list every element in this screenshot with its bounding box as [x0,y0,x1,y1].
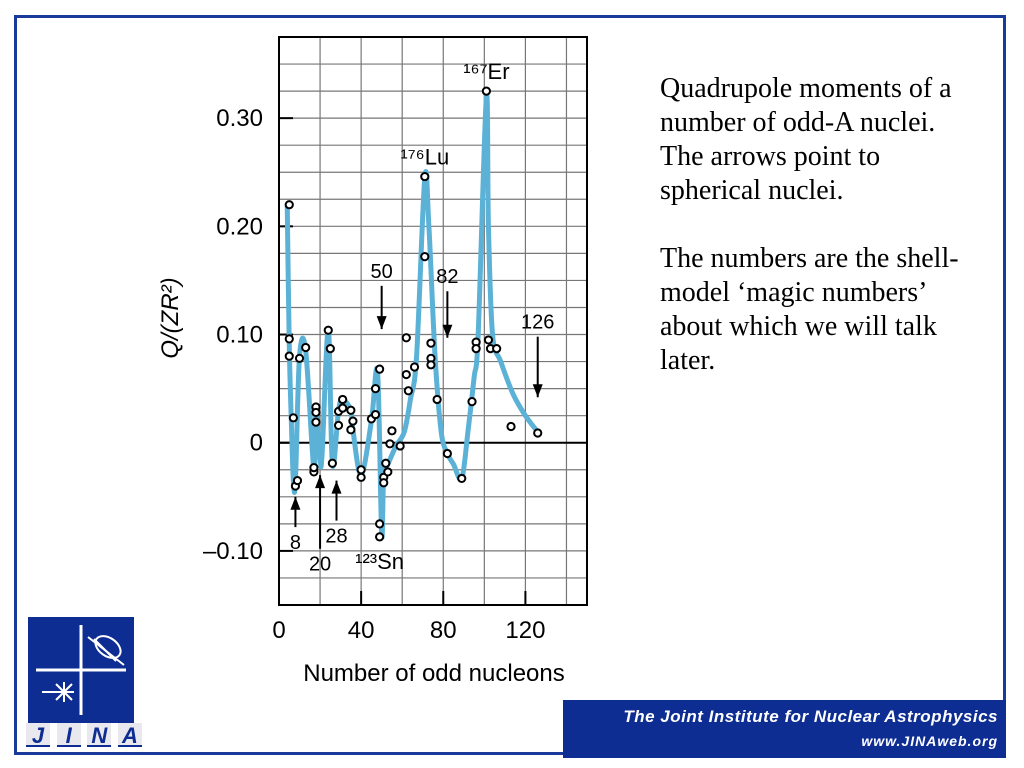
data-point [325,327,332,334]
magic-number-label: 126 [521,311,555,334]
data-point [312,409,319,416]
magic-arrow-head [331,481,341,494]
jina-logo [28,617,134,723]
footer-title: The Joint Institute for Nuclear Astrophysics [623,707,998,726]
data-point [534,429,541,436]
x-axis-label: Number of odd nucleons [303,660,565,687]
data-point [411,363,418,370]
y-tick-label: 0 [249,429,263,457]
nucleus-label: ¹²³Sn [355,548,405,574]
logo-letter-j: J [26,723,50,747]
data-point [372,411,379,418]
magic-arrow-head [377,316,387,329]
data-point [302,344,309,351]
x-tick-label: 80 [429,617,457,644]
data-point [397,442,404,449]
data-point [386,440,393,447]
logo-letter-n: N [87,723,111,747]
description-paragraph-1: Quadrupole moments of a number of odd-A nuclei. The arrows point to spherical nuclei. [660,73,952,206]
data-point [376,366,383,373]
data-point [485,336,492,343]
data-point [339,404,346,411]
data-point [384,468,391,475]
data-point [403,371,410,378]
footer-url[interactable]: www.JINAweb.org [861,733,998,749]
data-point [434,396,441,403]
data-point [286,201,293,208]
x-tick-labels [272,617,545,644]
data-point [312,419,319,426]
x-tick-label: 120 [505,617,546,644]
data-point [405,387,412,394]
data-point [388,427,395,434]
y-tick-label: 0.20 [216,213,263,241]
data-point [458,475,465,482]
y-axis-label: Q/(ZR²) [157,277,184,359]
logo-emblem-icon [28,617,134,723]
data-point [427,340,434,347]
y-tick-label: 0.30 [216,105,263,133]
data-point [349,417,356,424]
data-point [310,464,317,471]
nucleus-label: ¹⁷⁶Lu [400,144,450,170]
magic-number-label: 20 [308,553,332,576]
logo-letter-i: I [57,723,81,747]
data-point [380,479,387,486]
data-point [372,385,379,392]
data-point [483,87,490,94]
jina-logo-text [26,723,142,747]
data-point [327,345,334,352]
data-point [347,407,354,414]
data-point [376,533,383,540]
x-tick-label: 40 [347,617,375,644]
magic-number-label: 50 [370,260,393,283]
magic-arrow-head [533,384,543,397]
data-point [347,426,354,433]
data-point [358,466,365,473]
magic-arrow-head [442,325,452,338]
magic-arrow [436,266,458,338]
data-point [286,335,293,342]
data-point [294,477,301,484]
y-tick-label: 0.10 [216,321,263,349]
data-point [507,423,514,430]
data-point [358,474,365,481]
data-point [286,353,293,360]
logo-letter-a: A [118,723,142,747]
y-tick-label: –0.10 [202,537,263,565]
description-paragraph-2: The numbers are the shell-model ‘magic numbers’ about which we will talk later. [660,243,959,376]
data-point [444,450,451,457]
data-point [421,253,428,260]
data-point [296,355,303,362]
data-point [376,520,383,527]
data-point [382,460,389,467]
data-point [290,414,297,421]
magic-number-label: 82 [436,266,459,289]
data-point [473,345,480,352]
data-point [493,345,500,352]
data-point [335,422,342,429]
magic-number-label: 8 [289,532,301,555]
magic-arrow [371,261,393,329]
magic-arrow-head [315,475,325,488]
magic-arrow [290,497,301,554]
description [660,72,980,412]
data-point [468,398,475,405]
nucleus-label: ¹⁶⁷Er [463,59,510,85]
x-tick-label: 0 [272,617,286,644]
data-point [427,361,434,368]
magic-arrow [521,312,554,398]
data-point [329,460,336,467]
y-tick-labels [203,105,263,565]
magic-arrow-head [290,497,300,510]
magic-number-label: 28 [325,525,348,548]
data-point [339,396,346,403]
magic-arrow [325,481,347,548]
data-point [403,334,410,341]
footer-banner [563,700,1006,758]
data-point [421,173,428,180]
